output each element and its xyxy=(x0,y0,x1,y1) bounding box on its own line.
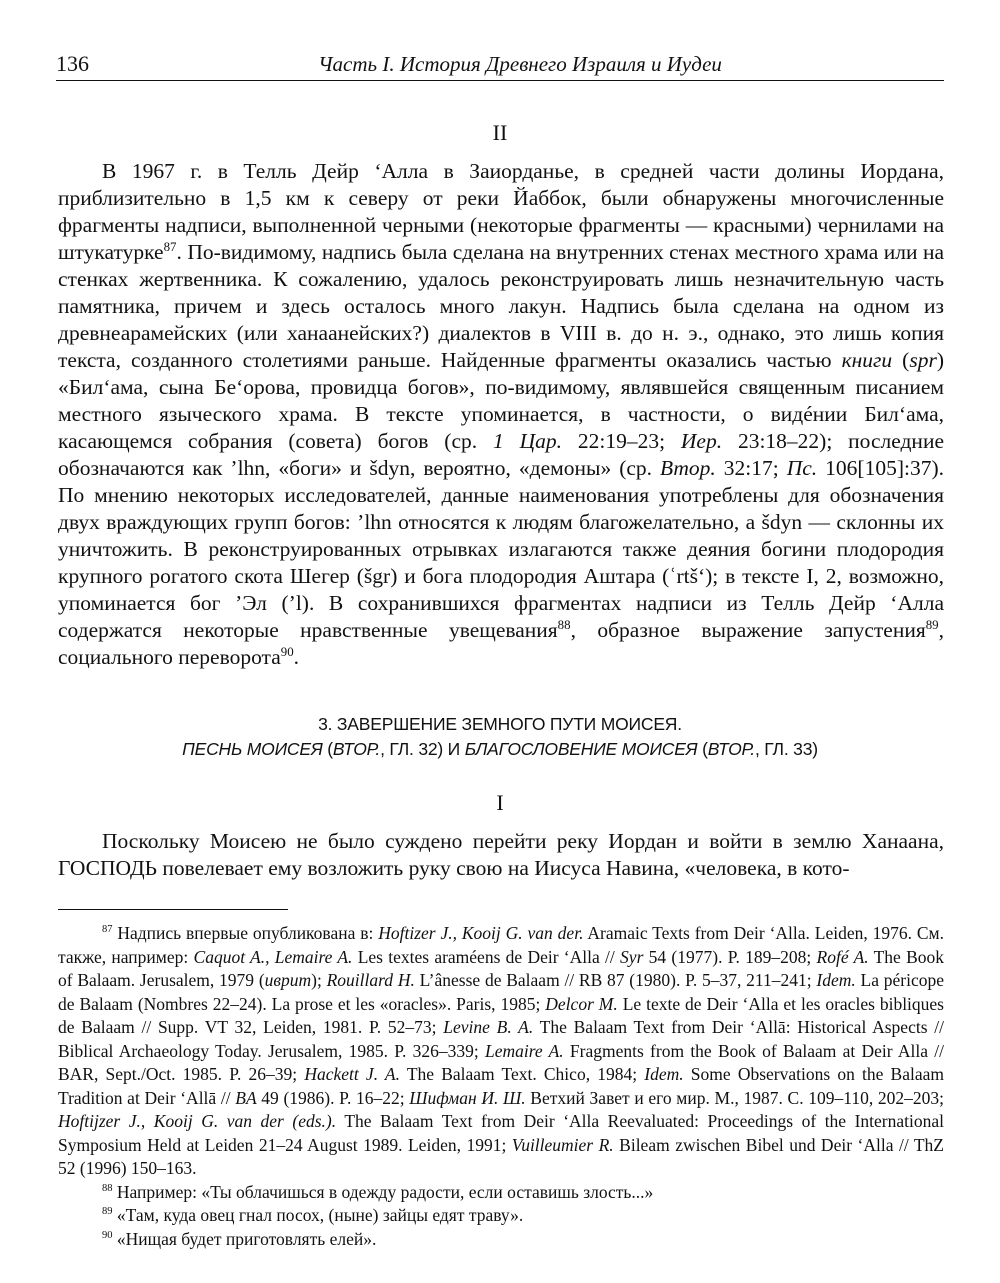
footnote-ref-89: 89 xyxy=(925,617,939,632)
section-numeral-two: II xyxy=(492,120,508,145)
body-paragraph-moses: Поскольку Моисею не было суждено перейти реку Иордан и войти в землю Ханаана, ГОСПОДЬ повелевает ему возложить руку свою на Иисуса Навина, «человека, в кото- xyxy=(58,829,944,880)
footnote-ref-90: 90 xyxy=(280,644,294,659)
footnote-90: $^{90}$ «Нищая будет приготовлять елей». xyxy=(102,1228,377,1249)
chapter-heading-line1: 3. ЗАВЕРШЕНИЕ ЗЕМНОГО ПУТИ МОИСЕЯ. xyxy=(318,714,682,734)
footnote-divider xyxy=(58,909,288,910)
footnotes xyxy=(58,922,944,1251)
running-head xyxy=(56,50,944,81)
footnote-ref-87: 87 xyxy=(163,239,177,254)
running-title: Часть I. История Древнего Израиля и Иудеи xyxy=(318,52,722,76)
footnote-88: $^{88}$ Например: «Ты облачишься в одежду радости, если оставишь злость...» xyxy=(102,1181,654,1202)
footnote-87: $^{87}$ Надпись впервые опубликована в: Hoftizer J., Kooij G. van der. Aramaic Texts from Deir ‘Alla. Leiden, 1976. См. также, например: Caquot A., Lemaire A. Les textes araméens de Deir ‘Alla // Syr 54 (1977). P. 189–208; Rofé A. The Book of Balaam. Jerusalem, 1979 (иврит); Rouillard H. L’ânesse de Balaam // RB 87 (1980). P. 5–37, 211–241; Idem. La péricope de Balaam (Nombres 22–24). La prose et les «oracles». Paris, 1985; Delcor M. Le texte de Deir ‘Alla et les oracles bibliques de Balaam // Supp. VT 32, Leiden, 1981. P. 52–73; Levine B. A. The Balaam Text from Deir ‘Allā: Historical Aspects // Biblical Archaeology Today. Jerusalem, 1985. P. 326–339; Lemaire A. Fragments from the Book of Balaam at Deir Alla // BAR, Sept./Oct. 1985. P. 26–39; Hackett J. A. The Balaam Text. Chico, 1984; Idem. Some Observations on the Balaam Tradition at Deir ‘Allā // BA 49 (1986). P. 16–22; Шифман И. Ш. Ветхий Завет и его мир. М., 1987. С. 109–110, 202–203; Hoftijzer J., Kooij G. van der (eds.). The Balaam Text from Deir ‘Alla Reevaluated: Proceedings of the International Symposium Held at Leiden 21–24 August 1989. Leiden, 1991; Vuilleumier R. Bileam zwischen Bibel und Deir ‘Alla // ThZ 52 (1996) 150–163. xyxy=(58,923,945,1178)
footnote-89: $^{89}$ «Там, куда овец гнал посох, (ныне) зайцы едят траву». xyxy=(102,1205,524,1225)
chapter-heading-line2: ПЕСНЬ МОИСЕЯ (ВТОР., ГЛ. 32) И БЛАГОСЛОВЕНИЕ МОИСЕЯ (ВТОР., ГЛ. 33) xyxy=(182,739,818,759)
body-paragraph-deir-alla: В 1967 г. в Телль Дейр ‘Алла в Заиорданье, в средней части долины Иордана, приблизительно в 1,5 км к северу от реки Йаббок, были обнаружены многочисленные фрагменты надписи, выполненной черными (некоторые фрагменты — красными) чернилами на штукатурке$^{87}$. По-видимому, надпись была сделана на внутренних стенах местного храма или на стенках жертвенника. К сожалению, удалось реконструировать лишь незначительную часть памятника, причем и здесь осталось много лакун. Надпись была сделана на одном из древнеарамейских (или ханаанейских?) диалектов в VIII в. до н. э., однако, это лишь копия текста, созданного столетиями раньше. Найденные фрагменты оказались частью книги (spr) «Бил‘ама, сына Бе‘орова, провидца богов», по-видимому, являвшейся священным писанием местного языческого храма. В тексте упоминается, в частности, о видéнии Бил‘ама, касающемся собрания (совета) богов (ср. 1 Цар. 22:19–23; Иер. 23:18–22); последние обозначаются как ’lhn, «боги» и šdyn, вероятно, «демоны» (ср. Втор. 32:17; Пс. 106[105]:37). По мнению некоторых исследователей, данные наименования употреблены для обозначения двух враждующих групп богов: ’lhn относятся к людям благожелательно, а šdyn — склонны их уничтожить. В реконструированных отрывках излагаются также деяния богини плодородия крупного рогатого скота Шегер (šgr) и бога плодородия Аштара (ʿrtš‘); в тексте I, 2, возможно, упоминается бог ’Эл (’l). В сохранившихся фрагментах надписи из Телль Дейр ‘Алла содержатся некоторые нравственные увещевания$^{88}$, образное выражение запустения$^{89}$, социального переворота$^{90}$. xyxy=(58,159,944,669)
footnote-ref-88: 88 xyxy=(557,617,571,632)
section-numeral-one: I xyxy=(496,790,504,815)
chapter-heading xyxy=(0,712,1000,762)
page-number: 136 xyxy=(56,51,89,76)
